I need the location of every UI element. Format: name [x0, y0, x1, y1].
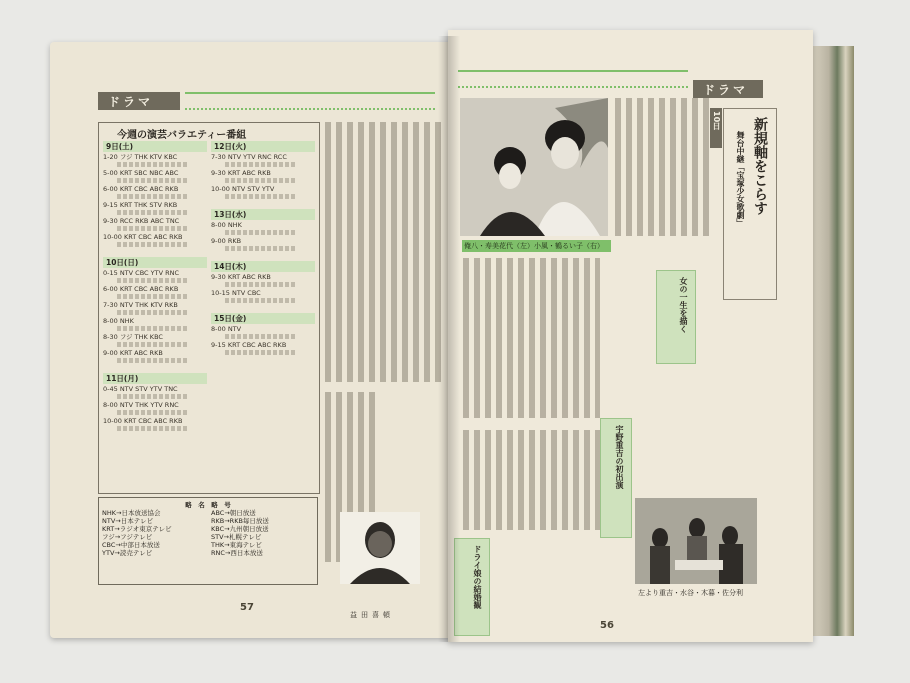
theater-photo-caption: 俺八・寿美花代（左）小風・鶴るい子（右） [462, 240, 611, 252]
schedule-line: 9-30 RCC RKB ABC TNC [103, 217, 180, 225]
schedule-day-header: 12日(火) [211, 141, 315, 152]
schedule-day-header: 15日(金) [211, 313, 315, 324]
schedule-day [103, 373, 207, 433]
schedule-line-detail [117, 162, 187, 167]
schedule-line-detail [117, 194, 187, 199]
legend-item: ABC→朝日放送 [211, 509, 256, 517]
vine-ornament [458, 70, 688, 88]
schedule-title: 今週の演芸バラエティー番組 [117, 130, 247, 141]
schedule-line-detail [117, 294, 187, 299]
schedule-line: 5-00 KRT SBC NBC ABC [103, 169, 179, 177]
program-box-women: 女の一生を描く [656, 270, 696, 364]
schedule-line-detail [225, 298, 295, 303]
scene-figures [635, 498, 757, 584]
section-header [98, 92, 180, 110]
schedule-day-header: 13日(水) [211, 209, 315, 220]
schedule-line: 10-00 KRT CBC ABC RKB [103, 417, 183, 425]
article-text-block [460, 430, 620, 530]
schedule-day [211, 261, 315, 305]
theater-photo [460, 98, 608, 236]
schedule-line: 9-00 KRT ABC RKB [103, 349, 163, 357]
station-abbreviation-legend [98, 497, 318, 585]
portrait-caption: 益田喜頓 [350, 611, 394, 619]
right-page [448, 30, 813, 642]
schedule-line: 6-00 KRT CBC ABC RKB [103, 185, 179, 193]
legend-item: KRT→ラジオ東京テレビ [102, 525, 172, 533]
schedule-line-detail [225, 282, 295, 287]
legend-item: CBC→中部日本放送 [102, 541, 160, 549]
schedule-line: 10-00 KRT CBC ABC RKB [103, 233, 183, 241]
schedule-line-detail [225, 162, 295, 167]
section-header [693, 80, 763, 98]
schedule-day [211, 313, 315, 357]
legend-title: 略 名 略 号 [185, 501, 231, 509]
legend-item: NHK→日本放送協会 [102, 509, 161, 517]
schedule-line-detail [117, 226, 187, 231]
legend-item: RKB→RKB毎日放送 [211, 517, 269, 525]
section-header-label: ドラマ [108, 95, 154, 109]
schedule-line-detail [225, 350, 295, 355]
schedule-line-detail [225, 230, 295, 235]
schedule-day [211, 209, 315, 253]
article-text-block [460, 258, 600, 418]
legend-item: フジ→フジテレビ [102, 533, 153, 541]
schedule-line: 7-30 NTV THK KTV RKB [103, 301, 178, 309]
schedule-day [211, 141, 315, 201]
schedule-line-detail [117, 342, 187, 347]
schedule-line: 8-00 NTV [211, 325, 242, 333]
article-text-block [322, 122, 442, 382]
book-spine-shadow [438, 36, 460, 642]
feature-title-box [723, 108, 777, 300]
portrait-photo [340, 512, 420, 584]
section-header-label: ドラマ [703, 83, 749, 97]
schedule-columns [103, 141, 315, 489]
schedule-line-detail [117, 326, 187, 331]
schedule-day-header: 10日(日) [103, 257, 207, 268]
feature-subtitle: 舞台中継「宝塚少女歌劇」 [736, 131, 745, 227]
article-text-block [612, 98, 712, 236]
schedule-line-detail [117, 310, 187, 315]
schedule-line-detail [225, 194, 295, 199]
schedule-day [103, 141, 207, 249]
schedule-line: 10-15 NTV CBC [211, 289, 261, 297]
schedule-day-header: 11日(月) [103, 373, 207, 384]
legend-item: STV→札幌テレビ [211, 533, 262, 541]
vine-ornament [185, 92, 435, 110]
schedule-day-header: 9日(土) [103, 141, 207, 152]
book-page-edges [812, 46, 854, 636]
variety-schedule-box [98, 122, 320, 494]
portrait-figure [340, 512, 420, 584]
schedule-line-detail [225, 178, 295, 183]
schedule-line-detail [117, 242, 187, 247]
page-number-left: 57 [240, 602, 254, 613]
feature-title: 新規軸をこらす [752, 117, 768, 215]
schedule-line: 9-15 KRT CBC ABC RKB [211, 341, 287, 349]
schedule-line: 8-00 NTV THK YTV RNC [103, 401, 179, 409]
schedule-line-detail [117, 278, 187, 283]
schedule-line-detail [117, 426, 187, 431]
schedule-line-detail [117, 210, 187, 215]
schedule-line: 6-00 KRT CBC ABC RKB [103, 285, 179, 293]
legend-item: NTV→日本テレビ [102, 517, 154, 525]
legend-item: RNC→西日本放送 [211, 549, 263, 557]
schedule-line-detail [117, 358, 187, 363]
schedule-line-detail [117, 178, 187, 183]
schedule-day-header: 14日(木) [211, 261, 315, 272]
legend-item: KBC→九州朝日放送 [211, 525, 269, 533]
legend-item: THK→東海テレビ [211, 541, 262, 549]
schedule-line-detail [225, 246, 295, 251]
left-page [50, 42, 450, 638]
schedule-line: 7-30 NTV YTV RNC RCC [211, 153, 287, 161]
schedule-line: 9-30 KRT ABC RKB [211, 273, 271, 281]
program-box-uno: 宇野重吉の初出演 [600, 418, 632, 538]
schedule-line: 9-00 RKB [211, 237, 242, 245]
date-badge: 10日 [710, 108, 722, 148]
schedule-line: 8-30 フジ THK KBC [103, 333, 163, 341]
schedule-line-detail [117, 394, 187, 399]
schedule-line-detail [225, 334, 295, 339]
program-box-dry: ドライ娘の結婚観 [454, 538, 490, 636]
schedule-line: 0-45 NTV STV YTV TNC [103, 385, 178, 393]
schedule-line: 1-20 フジ THK KTV KBC [103, 153, 178, 161]
legend-items [102, 509, 314, 557]
page-number-right: 56 [600, 620, 614, 631]
theater-figures [460, 98, 608, 236]
schedule-line: 8-00 NHK [103, 317, 134, 325]
schedule-line: 8-00 NHK [211, 221, 242, 229]
schedule-line: 9-15 KRT THK STV RKB [103, 201, 178, 209]
schedule-line: 0-15 NTV CBC YTV RNC [103, 269, 180, 277]
schedule-line: 10-00 NTV STV YTV [211, 185, 275, 193]
scene-photo [635, 498, 757, 584]
schedule-day [103, 257, 207, 365]
legend-item: YTV→読売テレビ [102, 549, 153, 557]
scene-photo-caption: 左より重吉・水谷・木暮・佐分利 [638, 589, 743, 597]
schedule-line-detail [117, 410, 187, 415]
schedule-line: 9-30 KRT ABC RKB [211, 169, 271, 177]
